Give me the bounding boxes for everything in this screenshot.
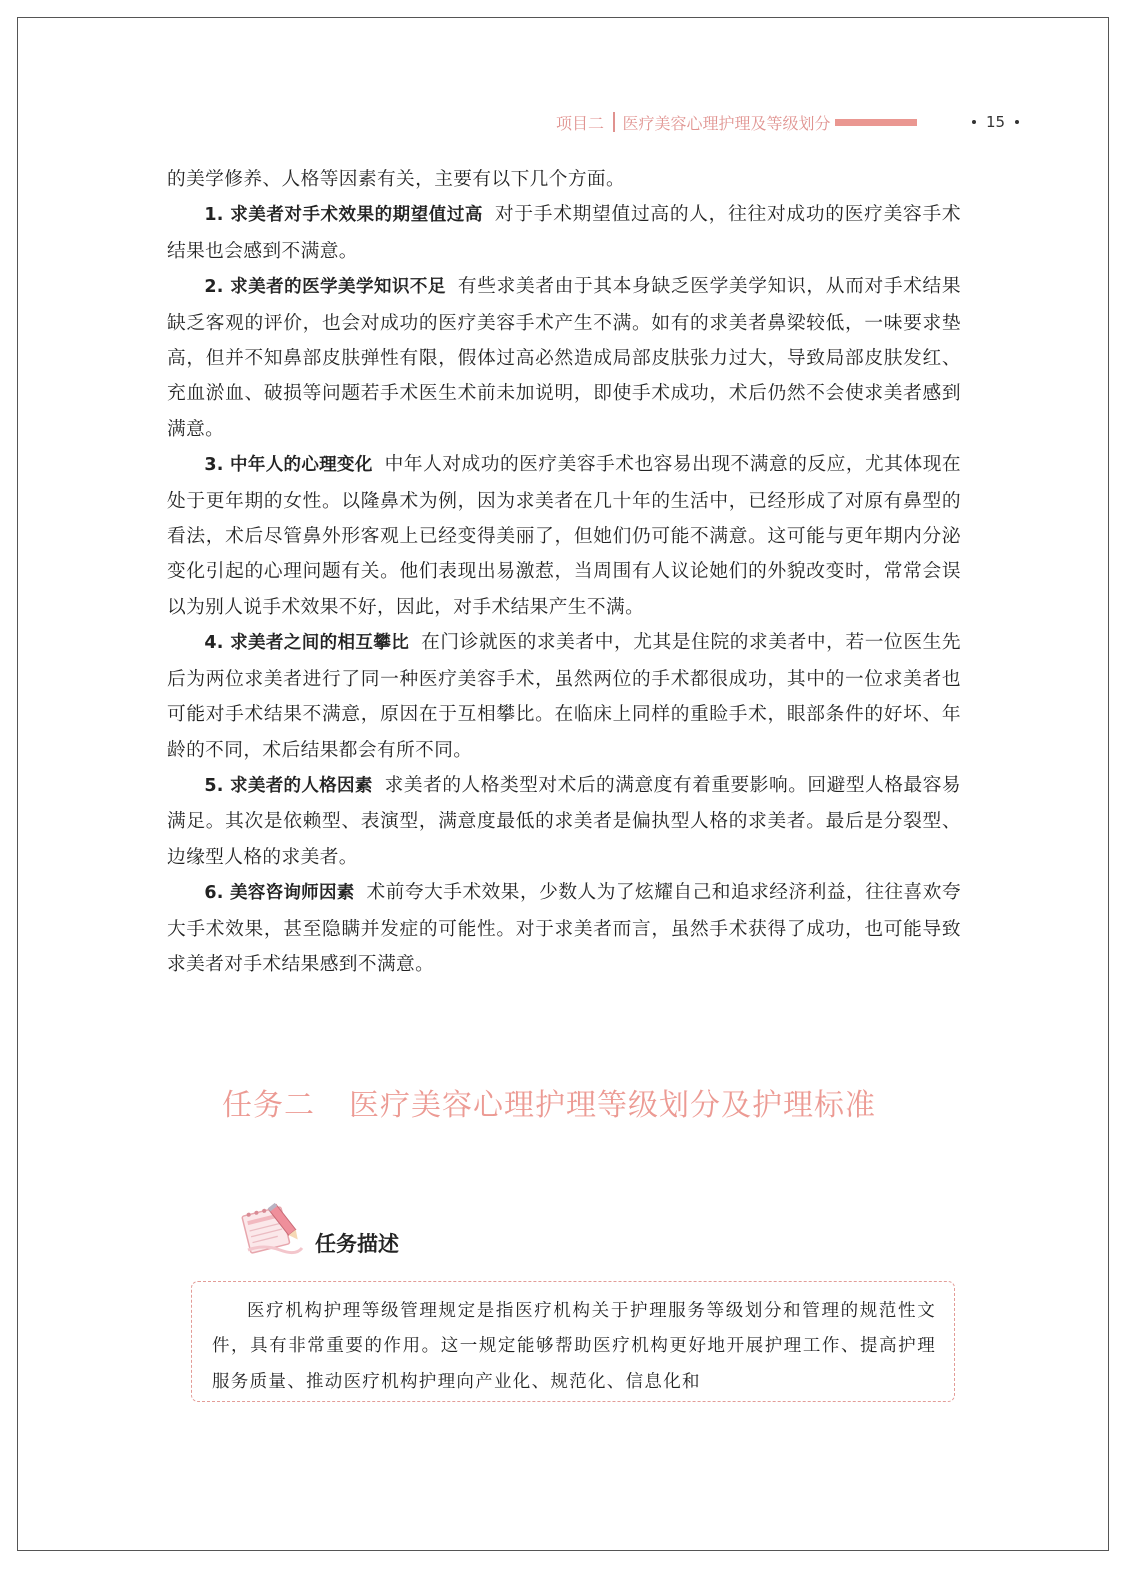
section-title-text: 医疗美容心理护理等级划分及护理标准 (349, 1088, 876, 1123)
item-heading: 4. 求美者之间的相互攀比 (204, 633, 410, 654)
page-number-value: 15 (986, 113, 1006, 131)
page-number-dot-left (972, 120, 976, 124)
item-text: 中年人对成功的医疗美容手术也容易出现不满意的反应，尤其体现在处于更年期的女性。以隆鼻术为例，因为求美者在几十年的生活中，已经形成了对原有鼻型的看法，术后尽管鼻外形客观上已经变得美丽了，但她们仍可能不满意。这可能与更年期内分泌变化引起的心理问题有关。他们表现出易激惹，当周围有人议论她们的外貌改变时，常常会误以为别人说手术效果不好，因此，对手术结果产生不满。 (167, 454, 962, 618)
page-number-dot-right (1015, 120, 1019, 124)
item-heading: 2. 求美者的医学美学知识不足 (204, 277, 446, 298)
item-text: 在门诊就医的求美者中，尤其是住院的求美者中，若一位医生先后为两位求美者进行了同一种医疗美容手术，虽然两位的手术都很成功，其中的一位求美者也可能对手术结果不满意，原因在于互相攀比。在临床上同样的重睑手术，眼部条件的好坏、年龄的不同，术后结果都会有所不同。 (167, 632, 961, 761)
task-description-box (191, 1281, 955, 1402)
item-heading: 1. 求美者对手术效果的期望值过高 (204, 205, 483, 226)
task-description-label: 任务描述 (315, 1232, 399, 1256)
item-paragraph (167, 768, 961, 875)
section-number: 任务二 (222, 1088, 315, 1123)
header-chapter-title: 医疗美容心理护理及等级划分 (622, 113, 831, 133)
intro-paragraph: 的美学修养、人格等因素有关，主要有以下几个方面。 (167, 169, 626, 190)
item-text: 有些求美者由于其本身缺乏医学美学知识，从而对手术结果缺乏客观的评价，也会对成功的医疗美容手术产生不满。如有的求美者鼻梁较低，一味要求垫高，但并不知鼻部皮肤弹性有限，假体过高必然造成局部皮肤张力过大，导致局部皮肤发红、充血淤血、破损等问题若手术医生术前未加说明，即使手术成功，术后仍然不会使求美者感到满意。 (167, 276, 961, 440)
page-number (962, 111, 1029, 133)
item-text: 术前夸大手术效果，少数人为了炫耀自己和追求经济利益，往往喜欢夸大手术效果，甚至隐瞒并发症的可能性。对于求美者而言，虽然手术获得了成功，也可能导致求美者对手术结果感到不满意。 (167, 882, 961, 975)
item-heading: 6. 美容咨询师因素 (204, 883, 355, 904)
item-paragraph (167, 625, 961, 768)
section-title (222, 1080, 876, 1124)
body-text (167, 162, 961, 982)
item-heading: 3. 中年人的心理变化 (204, 455, 373, 476)
item-paragraph (167, 269, 961, 447)
notepad-pencil-icon (240, 1198, 306, 1258)
item-heading: 5. 求美者的人格因素 (204, 775, 373, 796)
item-paragraph (167, 875, 961, 982)
running-header (556, 111, 917, 133)
item-text: 对于手术期望值过高的人，往往对成功的医疗美容手术结果也会感到不满意。 (167, 204, 961, 262)
header-project: 项目二 (556, 113, 605, 133)
task-description-text: 医疗机构护理等级管理规定是指医疗机构关于护理服务等级划分和管理的规范性文件，具有非常重要的作用。这一规定能够帮助医疗机构更好地开展护理工作、提高护理服务质量、推动医疗机构护理向产业化、规范化、信息化和 (212, 1301, 936, 1392)
item-paragraph (167, 447, 961, 625)
item-text: 求美者的人格类型对术后的满意度有着重要影响。回避型人格最容易满足。其次是依赖型、表演型，满意度最低的求美者是偏执型人格的求美者。最后是分裂型、边缘型人格的求美者。 (167, 774, 962, 868)
header-divider (613, 112, 615, 132)
header-accent-bar (835, 119, 917, 126)
item-paragraph (167, 197, 961, 269)
